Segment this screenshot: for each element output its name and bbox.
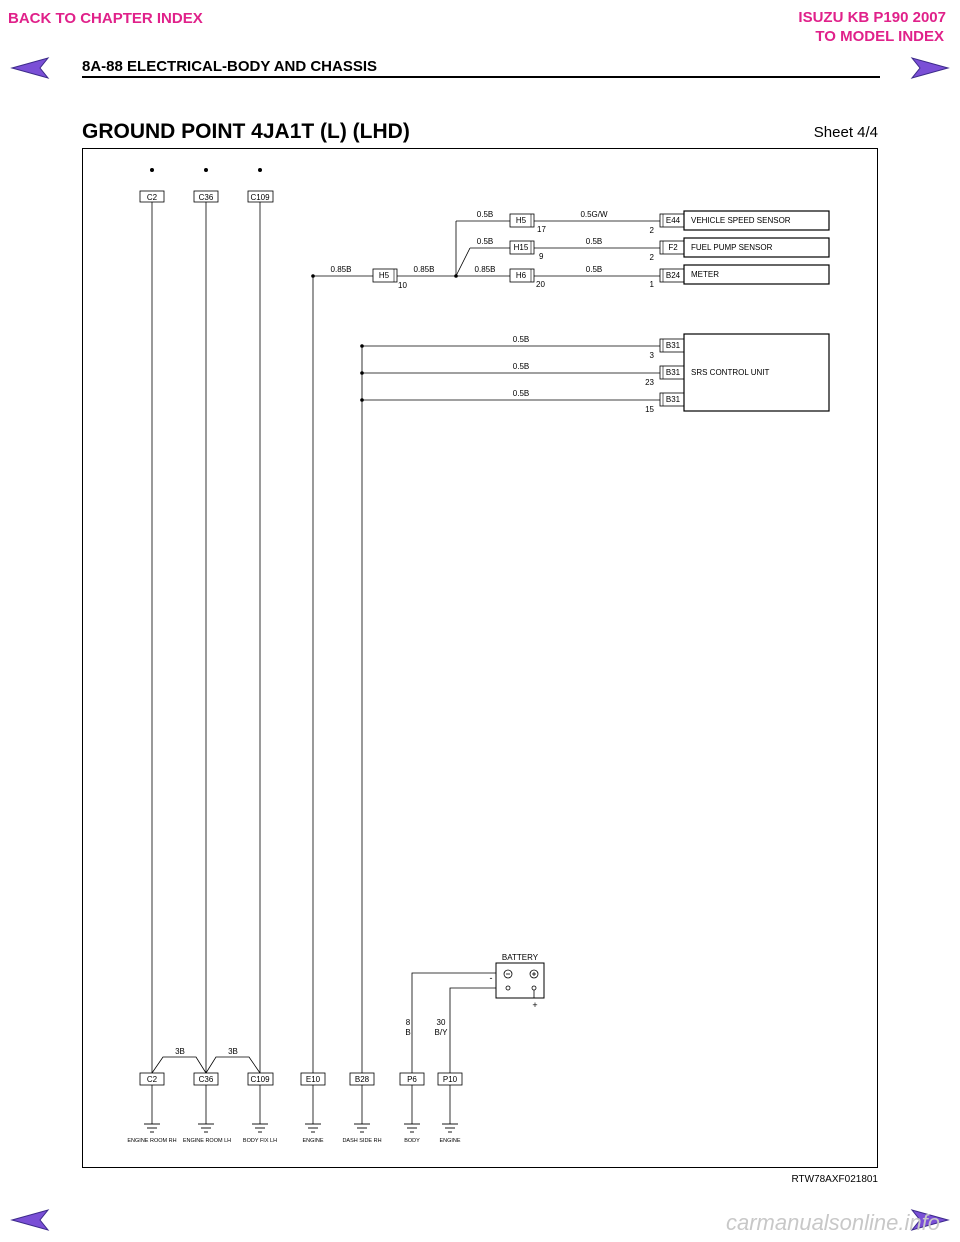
wire-label: 0.5B [512,335,530,344]
wire-label: B [405,1028,411,1037]
wire-label: 30 [436,1018,446,1027]
ground-location-label: ENGINE ROOM LH [182,1138,232,1144]
wire-label: 0.5B [585,265,603,274]
wire-label: 0.85B [330,265,352,274]
to-model-index-link[interactable]: TO MODEL INDEX [815,28,944,45]
pin-label: 1 [649,280,654,289]
wire-label: 0.5B [476,237,494,246]
pin-label: 10 [398,281,407,290]
fuel-pump-sensor-label: FUEL PUMP SENSOR [691,243,773,252]
wire-label: 0.85B [413,265,435,274]
pin-label: 2 [649,226,654,235]
ground-connector-c36: C36 [198,1075,214,1084]
ground-connector-c109: C109 [250,1075,270,1084]
ground-symbol-icon [442,1124,458,1132]
ground-connector-e10: E10 [305,1075,321,1084]
ground-symbol-icon [404,1124,420,1132]
pin-label: 2 [649,253,654,262]
section-header: 8A-88 ELECTRICAL-BODY AND CHASSIS [82,58,378,75]
ground-symbol-icon [354,1124,370,1132]
battery-symbol [496,963,544,998]
top-connector-c2: C2 [146,193,158,202]
wire-label: B/Y [434,1028,448,1037]
wire-label: 0.5B [585,237,603,246]
ground-location-label: DASH SIDE RH [342,1138,382,1144]
ground-location-label: BODY [404,1138,420,1144]
wire-label: 0.5B [476,210,494,219]
wire-label: 0.5B [512,362,530,371]
ground-connector-c2: C2 [146,1075,158,1084]
inline-connector-h15: H15 [513,243,529,252]
diagram-reference-code: RTW78AXF021801 [791,1174,878,1185]
meter-label: METER [691,270,719,279]
connector-b31: B31 [665,341,681,350]
ground-symbol-icon [198,1124,214,1132]
connector-b31: B31 [665,395,681,404]
wire-label: 0.5G/W [580,210,608,219]
pin-label: 20 [536,280,545,289]
wire-label: 8 [405,1018,411,1027]
wire-label: 0.5B [512,389,530,398]
previous-page-bottom-arrow-icon[interactable] [10,1208,50,1232]
battery-label: BATTERY [501,953,539,962]
battery-plus-label: + [532,1000,538,1010]
connector-b24: B24 [665,271,681,280]
wire-label: 3B [228,1047,238,1056]
ground-location-label: ENGINE ROOM RH [127,1138,177,1144]
wire-label: 0.85B [474,265,496,274]
sheet-number: Sheet 4/4 [813,124,878,141]
top-connector-c36: C36 [198,193,214,202]
ground-location-label: ENGINE [439,1138,461,1144]
ground-location-label: BODY FIX LH [242,1138,278,1144]
pin-label: 9 [539,252,544,261]
inline-connector-h5-left: H5 [378,271,390,280]
inline-connector-h5-right: H5 [515,216,527,225]
wire-label: 3B [175,1047,185,1056]
pin-label: 23 [645,378,654,387]
battery-minus-label: - [489,973,493,983]
vehicle-speed-sensor-label: VEHICLE SPEED SENSOR [691,216,791,225]
ground-symbol-icon [252,1124,268,1132]
srs-control-unit-label: SRS CONTROL UNIT [691,368,770,377]
connector-f2: F2 [668,243,678,252]
pin-label: 17 [537,225,546,234]
connector-e44: E44 [665,216,681,225]
ground-location-label: ENGINE [302,1138,324,1144]
top-connector-c109: C109 [250,193,270,202]
connector-b31: B31 [665,368,681,377]
diagram-title: GROUND POINT 4JA1T (L) (LHD) [82,120,410,143]
ground-connector-p6: P6 [407,1075,417,1084]
model-title-link[interactable]: ISUZU KB P190 2007 [798,9,946,26]
ground-symbol-icon [144,1124,160,1132]
inline-connector-h6: H6 [515,271,527,280]
ground-symbol-icon [305,1124,321,1132]
pin-label: 15 [645,405,654,414]
ground-connector-b28: B28 [354,1075,370,1084]
watermark-site-name: carmanualsonline.info [725,1210,940,1235]
ground-connector-p10: P10 [442,1075,458,1084]
back-to-chapter-index-link[interactable]: BACK TO CHAPTER INDEX [8,10,203,27]
pin-label: 3 [649,351,654,360]
